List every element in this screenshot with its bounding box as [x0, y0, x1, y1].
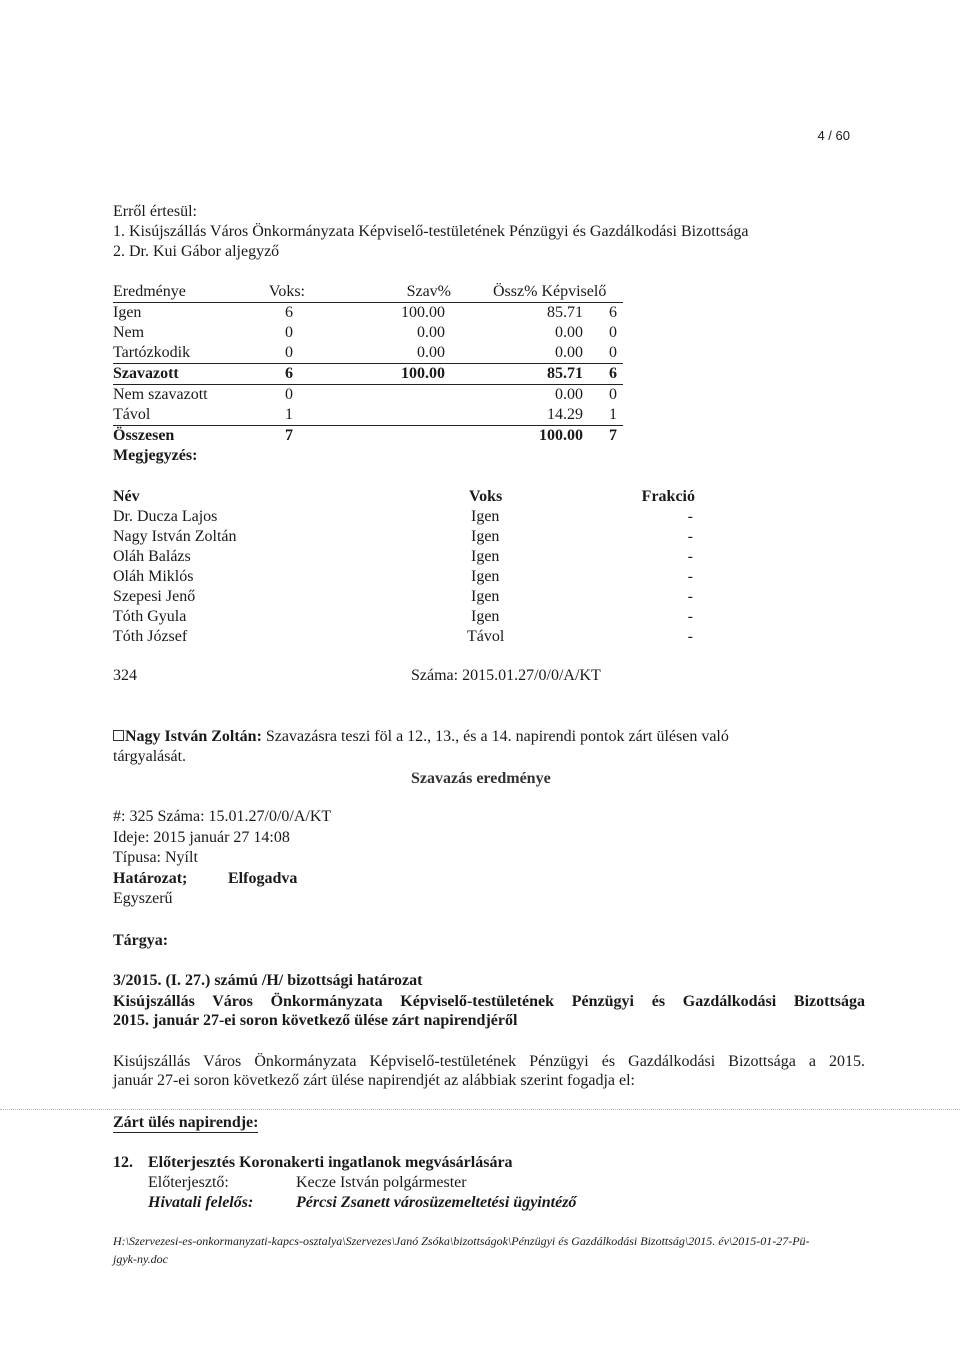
result-label: Nem: [113, 324, 145, 341]
result-kepv: 0: [609, 386, 617, 403]
vote-name: Oláh Balázs: [113, 548, 191, 565]
presenter-label: Előterjesztő:: [148, 1174, 229, 1191]
vote-frakcio: -: [687, 588, 693, 605]
vote-info-time: Ideje: 2015 január 27 14:08: [113, 829, 290, 846]
vote-value: Igen: [471, 608, 500, 625]
vote-value: Igen: [471, 588, 500, 605]
result-header-row: [113, 283, 623, 303]
vote-frakcio: -: [687, 508, 693, 525]
vote-info-type: Típusa: Nyílt: [113, 849, 198, 866]
motion-line: [113, 728, 865, 746]
result-ossz: 85.71: [547, 365, 583, 382]
vote-result-title: Szavazás eredménye: [411, 770, 551, 787]
subject-label: Tárgya:: [113, 932, 169, 949]
result-header-kepv: Képviselő: [541, 283, 607, 300]
vote-frakcio: -: [687, 568, 693, 585]
hatarozat-value: Elfogadva: [228, 870, 298, 887]
result-row-igen: [113, 304, 623, 323]
motion-text-1: Szavazásra teszi föl a 12., 13., és a 14. napirendi pontok zárt ülésen való: [265, 728, 729, 745]
vote-name: Tóth Gyula: [113, 608, 187, 625]
votes-header-voks: Voks: [469, 488, 503, 505]
result-kepv: 6: [609, 365, 617, 382]
result-row-nem: [113, 324, 623, 343]
agenda-heading: Zárt ülés napirendje:: [113, 1114, 259, 1131]
agenda-item-title: Előterjesztés Koronakerti ingatlanok megvásárlására: [148, 1154, 513, 1171]
result-voks: 7: [285, 427, 293, 444]
result-szav: 0.00: [417, 324, 445, 341]
vote-row: [113, 608, 693, 628]
subject-body-1: Kisújszállás Város Önkormányzata Képviselő-testületének Pénzügyi és Gazdálkodási Bizottsága a 2015.: [113, 1053, 865, 1070]
result-voks: 1: [285, 406, 293, 423]
result-ossz: 0.00: [555, 386, 583, 403]
subject-title-1: 3/2015. (I. 27.) számú /H/ bizottsági határozat: [113, 972, 423, 989]
subject-title-2: Kisújszállás Város Önkormányzata Képviselő-testületének Pénzügyi és Gazdálkodási Bizottsága: [113, 993, 865, 1010]
presenter-value: Kecze István polgármester: [296, 1174, 467, 1191]
notify-item-2: 2. Dr. Kui Gábor aljegyző: [113, 243, 280, 260]
result-row-osszesen: [113, 427, 623, 446]
result-row-tavol: [113, 406, 623, 426]
votes-header-name: Név: [113, 488, 140, 505]
vote-row: [113, 588, 693, 608]
result-kepv: 0: [609, 344, 617, 361]
result-header-label: Eredménye: [113, 283, 186, 300]
votes-header-frakcio: Frakció: [641, 488, 695, 505]
vote-value: Távol: [467, 628, 505, 645]
vote-row: [113, 568, 693, 588]
result-label: Tartózkodik: [113, 344, 191, 361]
result-ossz: 85.71: [547, 304, 583, 321]
vote-value: Igen: [471, 508, 500, 525]
result-row-nem-szavazott: [113, 386, 623, 405]
result-label: Igen: [113, 304, 142, 321]
result-row-tartozkodik: [113, 344, 623, 364]
result-label: Összesen: [113, 427, 175, 444]
vote-frakcio: -: [687, 608, 693, 625]
motion-text-2: tárgyalását.: [113, 748, 187, 765]
notify-title: Erről értesül:: [113, 203, 197, 220]
result-header-ossz: Össz%: [493, 283, 538, 300]
record-szama: Száma: 2015.01.27/0/0/A/KT: [411, 667, 601, 684]
result-kepv: 6: [609, 304, 617, 321]
result-szav: 100.00: [401, 365, 445, 382]
result-header-ossz-kepv: [493, 283, 606, 301]
result-ossz: 0.00: [555, 324, 583, 341]
result-ossz: 14.29: [547, 406, 583, 423]
vote-value: Igen: [471, 528, 500, 545]
vote-value: Igen: [471, 548, 500, 565]
result-kepv: 0: [609, 324, 617, 341]
result-voks: 6: [285, 304, 293, 321]
vote-row: [113, 528, 693, 548]
vote-name: Tóth József: [113, 628, 188, 645]
subject-body-2: január 27-ei soron következő zárt ülése napirendjét az alábbiak szerint fogadja el:: [113, 1072, 635, 1089]
result-voks: 0: [285, 344, 293, 361]
vote-row: [113, 628, 693, 648]
result-label: Nem szavazott: [113, 386, 208, 403]
checkbox-icon: [113, 730, 124, 741]
result-voks: 6: [285, 365, 293, 382]
footer-path-1: H:\Szervezesi-es-onkormanyzati-kapcs-osztalya\Szervezes\Janó Zsóka\bizottságok\Pénzügyi és Gazdálkodási Bizottság\2015. év\2015-01-27-Pü-: [113, 1234, 810, 1248]
vote-frakcio: -: [687, 528, 693, 545]
subject-title-3: 2015. január 27-ei soron következő ülése zárt napirendjéről: [113, 1012, 518, 1029]
result-szav: 0.00: [417, 344, 445, 361]
hatarozat-label: Határozat;: [113, 870, 188, 887]
notify-item-1: 1. Kisújszállás Város Önkormányzata Képviselő-testületének Pénzügyi és Gazdálkodási Bizottsága: [113, 223, 749, 240]
officer-label: Hivatali felelős:: [148, 1194, 254, 1211]
vote-value: Igen: [471, 568, 500, 585]
result-kepv: 7: [609, 427, 617, 444]
result-szav: 100.00: [401, 304, 445, 321]
vote-frakcio: -: [687, 548, 693, 565]
vote-name: Szepesi Jenő: [113, 588, 196, 605]
vote-row: [113, 548, 693, 568]
result-ossz: 0.00: [555, 344, 583, 361]
officer-value: Pércsi Zsanett városüzemeltetési ügyintéző: [296, 1194, 577, 1211]
result-kepv: 1: [609, 406, 617, 423]
page-number: 4 / 60: [817, 128, 850, 143]
vote-frakcio: -: [687, 628, 693, 645]
vote-name: Nagy István Zoltán: [113, 528, 237, 545]
result-header-szav: Szav%: [406, 283, 451, 300]
agenda-item-number: 12.: [113, 1154, 133, 1171]
motion-speaker: Nagy István Zoltán:: [125, 728, 262, 745]
vote-name: Dr. Ducza Lajos: [113, 508, 218, 525]
result-ossz: 100.00: [539, 427, 583, 444]
votes-header-row: [113, 488, 693, 508]
result-voks: 0: [285, 386, 293, 403]
vote-info-majority: Egyszerű: [113, 890, 173, 907]
result-label: Távol: [113, 406, 151, 423]
result-note-label: Megjegyzés:: [113, 447, 198, 464]
vote-info-number: #: 325 Száma: 15.01.27/0/0/A/KT: [113, 808, 332, 825]
result-row-szavazott: [113, 365, 623, 385]
footer-path-2: jgyk-ny.doc: [113, 1252, 168, 1266]
divider: [0, 1109, 960, 1110]
vote-row: [113, 508, 693, 528]
result-voks: 0: [285, 324, 293, 341]
result-header-voks: Voks:: [268, 283, 305, 300]
record-number: 324: [113, 667, 137, 684]
vote-name: Oláh Miklós: [113, 568, 194, 585]
result-label: Szavazott: [113, 365, 179, 382]
